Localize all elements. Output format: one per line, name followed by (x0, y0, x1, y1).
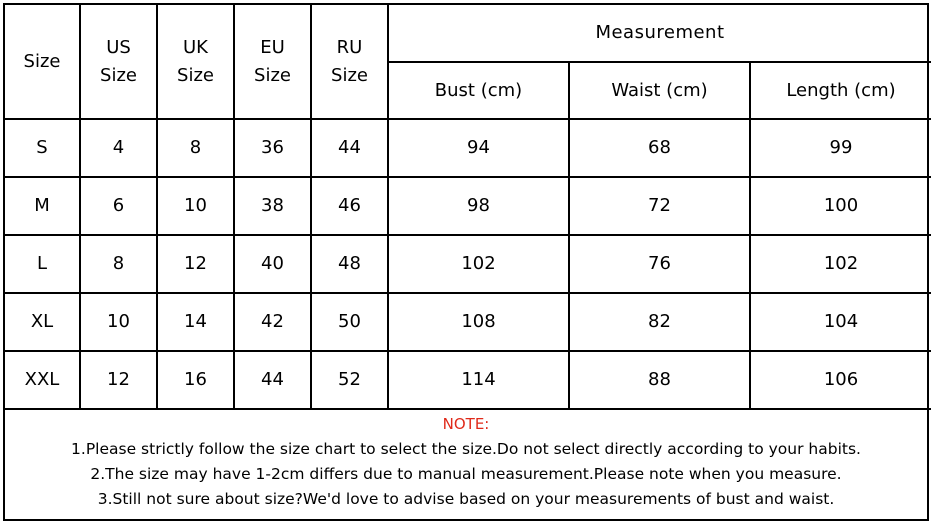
bust-cell: 108 (388, 293, 569, 351)
note-line-1: 1.Please strictly follow the size chart to select the size.Do not select directly according to your habits. (71, 440, 861, 458)
waist-cell: 88 (569, 351, 750, 409)
ru-size-cell: 44 (311, 119, 388, 177)
us-size-cell: 12 (80, 351, 157, 409)
table-row (5, 293, 931, 351)
length-cell: 104 (750, 293, 931, 351)
uk-size-cell: 10 (157, 177, 234, 235)
note-line-3: 3.Still not sure about size?We'd love to advise based on your measurements of bust and waist. (97, 490, 835, 508)
table-row (5, 235, 931, 293)
ru-size-cell: 52 (311, 351, 388, 409)
uk-size-cell: 8 (157, 119, 234, 177)
ru-size-cell: 50 (311, 293, 388, 351)
us-size-header: US Size (80, 5, 157, 119)
us-size-cell: 4 (80, 119, 157, 177)
eu-size-cell: 38 (234, 177, 311, 235)
uk-size-header: UK Size (157, 5, 234, 119)
size-cell: S (5, 119, 80, 177)
size-header: Size (5, 5, 80, 119)
eu-size-header: EU Size (234, 5, 311, 119)
table-row (5, 177, 931, 235)
size-table (5, 5, 931, 410)
waist-cell: 76 (569, 235, 750, 293)
eu-size-cell: 42 (234, 293, 311, 351)
ru-size-header: RU Size (311, 5, 388, 119)
us-size-cell: 6 (80, 177, 157, 235)
uk-size-cell: 14 (157, 293, 234, 351)
bust-cell: 98 (388, 177, 569, 235)
header-row (5, 5, 931, 62)
uk-size-cell: 16 (157, 351, 234, 409)
size-cell: L (5, 235, 80, 293)
size-cell: XXL (5, 351, 80, 409)
note-line-2: 2.The size may have 1-2cm differs due to manual measurement.Please note when you measure. (90, 465, 842, 483)
note-title: NOTE: (442, 415, 490, 433)
length-cell: 102 (750, 235, 931, 293)
waist-cell: 72 (569, 177, 750, 235)
ru-size-cell: 48 (311, 235, 388, 293)
size-cell: XL (5, 293, 80, 351)
eu-size-cell: 44 (234, 351, 311, 409)
length-header: Length (cm) (750, 62, 931, 119)
table-body (5, 119, 931, 409)
waist-cell: 68 (569, 119, 750, 177)
waist-cell: 82 (569, 293, 750, 351)
size-cell: M (5, 177, 80, 235)
uk-size-cell: 12 (157, 235, 234, 293)
bust-cell: 94 (388, 119, 569, 177)
length-cell: 106 (750, 351, 931, 409)
table-row (5, 351, 931, 409)
eu-size-cell: 36 (234, 119, 311, 177)
us-size-cell: 10 (80, 293, 157, 351)
length-cell: 99 (750, 119, 931, 177)
bust-cell: 114 (388, 351, 569, 409)
notes-section (5, 410, 927, 512)
bust-header: Bust (cm) (388, 62, 569, 119)
us-size-cell: 8 (80, 235, 157, 293)
table-row (5, 119, 931, 177)
measurement-header: Measurement (388, 5, 931, 62)
length-cell: 100 (750, 177, 931, 235)
size-chart (3, 3, 929, 521)
ru-size-cell: 46 (311, 177, 388, 235)
bust-cell: 102 (388, 235, 569, 293)
eu-size-cell: 40 (234, 235, 311, 293)
waist-header: Waist (cm) (569, 62, 750, 119)
